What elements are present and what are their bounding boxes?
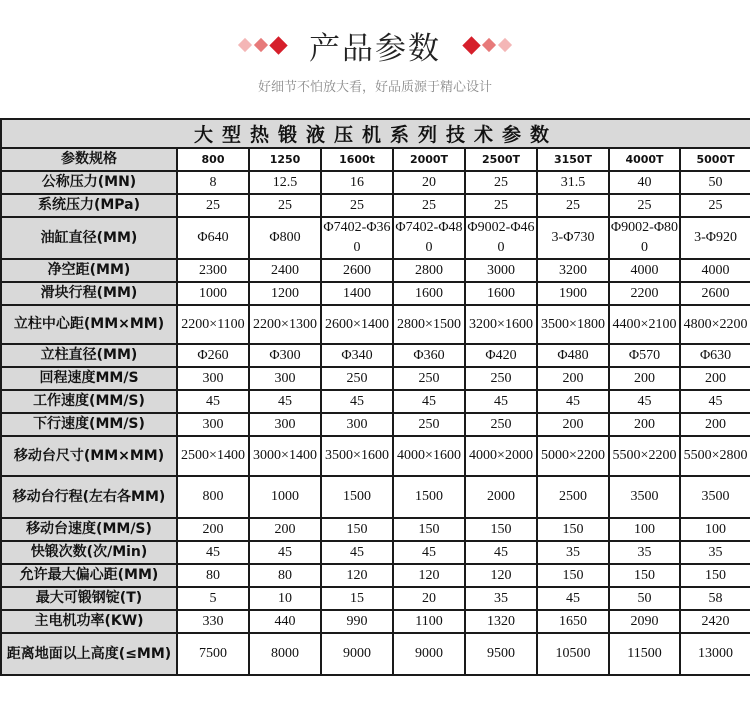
- row-label: 立柱直径(MM): [1, 344, 177, 367]
- value-cell: 4000×2000: [465, 436, 537, 476]
- table-row: [1, 217, 750, 259]
- value-cell: 9000: [393, 633, 465, 675]
- table-row: [1, 587, 750, 610]
- diamond-icon: [498, 38, 512, 52]
- value-cell: 3000: [465, 259, 537, 282]
- value-cell: 3200×1600: [465, 305, 537, 344]
- row-label: 主电机功率(KW): [1, 610, 177, 633]
- value-cell: 25: [321, 194, 393, 217]
- value-cell: 150: [680, 564, 750, 587]
- value-cell: 2800: [393, 259, 465, 282]
- value-cell: Φ7402-Φ480: [393, 217, 465, 259]
- value-cell: 300: [249, 413, 321, 436]
- value-cell: Φ9002-Φ800: [609, 217, 680, 259]
- value-cell: 1600: [465, 282, 537, 305]
- value-cell: 35: [680, 541, 750, 564]
- table-row: [1, 390, 750, 413]
- value-cell: 100: [680, 518, 750, 541]
- value-cell: 31.5: [537, 171, 609, 194]
- value-cell: 2300: [177, 259, 249, 282]
- value-cell: 50: [680, 171, 750, 194]
- table-row: [1, 436, 750, 476]
- value-cell: 45: [249, 541, 321, 564]
- table-row: [1, 476, 750, 518]
- value-cell: 3000×1400: [249, 436, 321, 476]
- value-cell: 2420: [680, 610, 750, 633]
- value-cell: 200: [680, 367, 750, 390]
- value-cell: 200: [177, 518, 249, 541]
- value-cell: 45: [177, 390, 249, 413]
- value-cell: 300: [249, 367, 321, 390]
- right-diamond-decoration: [463, 39, 512, 52]
- model-header-cell: 2500T: [465, 148, 537, 171]
- model-header-cell: 800: [177, 148, 249, 171]
- value-cell: 11500: [609, 633, 680, 675]
- value-cell: 45: [177, 541, 249, 564]
- value-cell: 250: [465, 413, 537, 436]
- left-diamond-decoration: [238, 39, 287, 52]
- value-cell: 330: [177, 610, 249, 633]
- value-cell: Φ260: [177, 344, 249, 367]
- spec-table: [0, 118, 750, 676]
- value-cell: 2800×1500: [393, 305, 465, 344]
- value-cell: 2400: [249, 259, 321, 282]
- value-cell: Φ800: [249, 217, 321, 259]
- row-label: 立柱中心距(MM×MM): [1, 305, 177, 344]
- value-cell: 80: [249, 564, 321, 587]
- row-label: 油缸直径(MM): [1, 217, 177, 259]
- value-cell: 5500×2200: [609, 436, 680, 476]
- value-cell: 16: [321, 171, 393, 194]
- value-cell: 250: [393, 413, 465, 436]
- value-cell: 8: [177, 171, 249, 194]
- value-cell: 5500×2800: [680, 436, 750, 476]
- value-cell: 45: [249, 390, 321, 413]
- value-cell: 2200×1100: [177, 305, 249, 344]
- value-cell: 25: [465, 194, 537, 217]
- table-row: [1, 541, 750, 564]
- value-cell: 200: [680, 413, 750, 436]
- value-cell: 10500: [537, 633, 609, 675]
- value-cell: 1600: [393, 282, 465, 305]
- page-header: [0, 0, 750, 118]
- value-cell: 150: [609, 564, 680, 587]
- value-cell: 250: [321, 367, 393, 390]
- table-row: [1, 564, 750, 587]
- row-label: 系统压力(MPa): [1, 194, 177, 217]
- value-cell: 300: [321, 413, 393, 436]
- value-cell: 2500: [537, 476, 609, 518]
- value-cell: 5000×2200: [537, 436, 609, 476]
- value-cell: 2000: [465, 476, 537, 518]
- value-cell: 4800×2200: [680, 305, 750, 344]
- value-cell: 35: [465, 587, 537, 610]
- page-title: 产品参数: [309, 30, 441, 67]
- value-cell: 25: [680, 194, 750, 217]
- value-cell: 150: [537, 564, 609, 587]
- value-cell: 2200: [609, 282, 680, 305]
- diamond-icon: [462, 36, 480, 54]
- table-row: [1, 305, 750, 344]
- value-cell: 45: [465, 541, 537, 564]
- value-cell: 45: [680, 390, 750, 413]
- value-cell: 8000: [249, 633, 321, 675]
- model-header-cell: 5000T: [680, 148, 750, 171]
- value-cell: 200: [609, 367, 680, 390]
- value-cell: Φ630: [680, 344, 750, 367]
- row-label: 回程速度MM/S: [1, 367, 177, 390]
- row-label: 移动台行程(左右各MM): [1, 476, 177, 518]
- table-row: [1, 259, 750, 282]
- value-cell: 25: [465, 171, 537, 194]
- value-cell: 7500: [177, 633, 249, 675]
- row-label: 工作速度(MM/S): [1, 390, 177, 413]
- value-cell: 25: [609, 194, 680, 217]
- value-cell: 1000: [249, 476, 321, 518]
- value-cell: 150: [465, 518, 537, 541]
- value-cell: 10: [249, 587, 321, 610]
- value-cell: Φ300: [249, 344, 321, 367]
- value-cell: 120: [393, 564, 465, 587]
- row-label: 距离地面以上高度(≤MM): [1, 633, 177, 675]
- value-cell: 45: [321, 541, 393, 564]
- row-label: 下行速度(MM/S): [1, 413, 177, 436]
- model-header-cell: 1250: [249, 148, 321, 171]
- value-cell: 25: [393, 194, 465, 217]
- value-cell: 200: [249, 518, 321, 541]
- value-cell: 2090: [609, 610, 680, 633]
- row-label: 滑块行程(MM): [1, 282, 177, 305]
- value-cell: 9500: [465, 633, 537, 675]
- model-header-cell: 1600t: [321, 148, 393, 171]
- value-cell: 50: [609, 587, 680, 610]
- value-cell: 1200: [249, 282, 321, 305]
- table-row: [1, 518, 750, 541]
- table-row: [1, 344, 750, 367]
- value-cell: 25: [177, 194, 249, 217]
- row-label: 移动台尺寸(MM×MM): [1, 436, 177, 476]
- value-cell: 120: [321, 564, 393, 587]
- row-label: 净空距(MM): [1, 259, 177, 282]
- model-header-row: [1, 148, 750, 171]
- value-cell: 200: [537, 413, 609, 436]
- row-label: 移动台速度(MM/S): [1, 518, 177, 541]
- value-cell: 4000: [609, 259, 680, 282]
- value-cell: 440: [249, 610, 321, 633]
- table-row: [1, 194, 750, 217]
- value-cell: Φ7402-Φ360: [321, 217, 393, 259]
- value-cell: 1100: [393, 610, 465, 633]
- row-label: 公称压力(MN): [1, 171, 177, 194]
- header-label-cell: 参数规格: [1, 148, 177, 171]
- model-header-cell: 2000T: [393, 148, 465, 171]
- table-title-row: [1, 119, 750, 148]
- value-cell: Φ570: [609, 344, 680, 367]
- value-cell: 58: [680, 587, 750, 610]
- value-cell: 35: [609, 541, 680, 564]
- value-cell: 1500: [321, 476, 393, 518]
- model-header-cell: 4000T: [609, 148, 680, 171]
- value-cell: 300: [177, 413, 249, 436]
- diamond-icon: [238, 38, 252, 52]
- value-cell: 1500: [393, 476, 465, 518]
- value-cell: 4000: [680, 259, 750, 282]
- value-cell: 2600: [321, 259, 393, 282]
- value-cell: 3500×1600: [321, 436, 393, 476]
- value-cell: 15: [321, 587, 393, 610]
- table-row: [1, 171, 750, 194]
- value-cell: 45: [609, 390, 680, 413]
- value-cell: 300: [177, 367, 249, 390]
- value-cell: 250: [393, 367, 465, 390]
- value-cell: Φ480: [537, 344, 609, 367]
- value-cell: 3500: [680, 476, 750, 518]
- value-cell: 3-Φ730: [537, 217, 609, 259]
- value-cell: 3-Φ920: [680, 217, 750, 259]
- value-cell: 45: [321, 390, 393, 413]
- table-row: [1, 367, 750, 390]
- value-cell: 20: [393, 171, 465, 194]
- row-label: 快锻次数(次/Min): [1, 541, 177, 564]
- value-cell: 45: [465, 390, 537, 413]
- value-cell: 990: [321, 610, 393, 633]
- title-row: [0, 22, 750, 68]
- value-cell: 100: [609, 518, 680, 541]
- value-cell: Φ640: [177, 217, 249, 259]
- value-cell: 2200×1300: [249, 305, 321, 344]
- value-cell: 1000: [177, 282, 249, 305]
- value-cell: 2500×1400: [177, 436, 249, 476]
- value-cell: 120: [465, 564, 537, 587]
- value-cell: 45: [393, 541, 465, 564]
- value-cell: 45: [393, 390, 465, 413]
- value-cell: 150: [537, 518, 609, 541]
- diamond-icon: [269, 36, 287, 54]
- value-cell: 200: [537, 367, 609, 390]
- spec-table-wrapper: [0, 118, 750, 676]
- value-cell: 25: [249, 194, 321, 217]
- value-cell: 45: [537, 390, 609, 413]
- value-cell: Φ420: [465, 344, 537, 367]
- table-row: [1, 413, 750, 436]
- diamond-icon: [482, 38, 496, 52]
- value-cell: 5: [177, 587, 249, 610]
- table-row: [1, 282, 750, 305]
- value-cell: 35: [537, 541, 609, 564]
- value-cell: 80: [177, 564, 249, 587]
- value-cell: 2600: [680, 282, 750, 305]
- value-cell: 45: [537, 587, 609, 610]
- row-label: 最大可锻钢锭(T): [1, 587, 177, 610]
- value-cell: 4400×2100: [609, 305, 680, 344]
- value-cell: 25: [537, 194, 609, 217]
- value-cell: 9000: [321, 633, 393, 675]
- value-cell: 200: [609, 413, 680, 436]
- value-cell: 150: [321, 518, 393, 541]
- row-label: 允许最大偏心距(MM): [1, 564, 177, 587]
- value-cell: 3500: [609, 476, 680, 518]
- value-cell: 1650: [537, 610, 609, 633]
- value-cell: 800: [177, 476, 249, 518]
- value-cell: 2600×1400: [321, 305, 393, 344]
- value-cell: 1400: [321, 282, 393, 305]
- value-cell: 3500×1800: [537, 305, 609, 344]
- table-row: [1, 610, 750, 633]
- table-title: 大型热锻液压机系列技术参数: [1, 119, 750, 148]
- value-cell: 13000: [680, 633, 750, 675]
- value-cell: 20: [393, 587, 465, 610]
- table-row: [1, 633, 750, 675]
- value-cell: 40: [609, 171, 680, 194]
- diamond-icon: [254, 38, 268, 52]
- page-subtitle: 好细节不怕放大看，好品质源于精心设计: [257, 80, 492, 95]
- value-cell: 1320: [465, 610, 537, 633]
- value-cell: 150: [393, 518, 465, 541]
- value-cell: Φ340: [321, 344, 393, 367]
- value-cell: 1900: [537, 282, 609, 305]
- value-cell: Φ360: [393, 344, 465, 367]
- value-cell: 4000×1600: [393, 436, 465, 476]
- value-cell: Φ9002-Φ460: [465, 217, 537, 259]
- value-cell: 250: [465, 367, 537, 390]
- model-header-cell: 3150T: [537, 148, 609, 171]
- value-cell: 12.5: [249, 171, 321, 194]
- value-cell: 3200: [537, 259, 609, 282]
